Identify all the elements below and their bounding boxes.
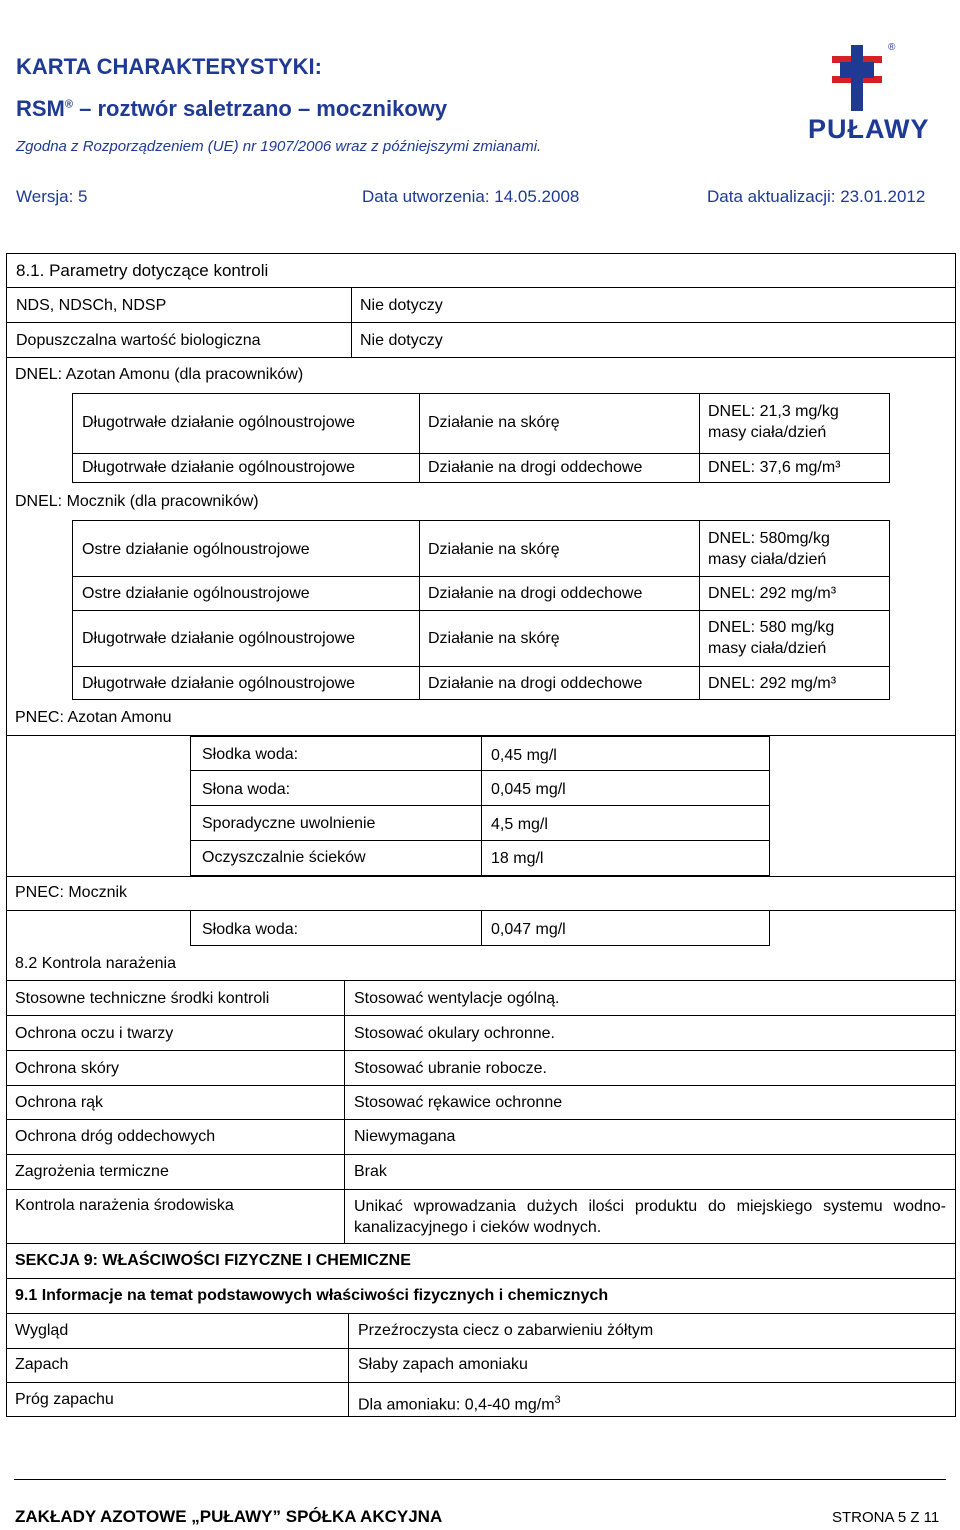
section-9-1-title: 9.1 Informacje na temat podstawowych właściwości fizycznych i chemicznych bbox=[15, 1287, 609, 1304]
dnel-value: DNEL: 580mg/kg bbox=[708, 530, 830, 547]
regulation-note: Zgodna z Rozporządzeniem (UE) nr 1907/2006 wraz z późniejszymi zmianami. bbox=[16, 138, 542, 155]
dnel-effect: Długotrwałe działanie ogólnoustrojowe bbox=[82, 459, 356, 476]
pnec-azotan-title: PNEC: Azotan Amonu bbox=[15, 709, 172, 726]
logo-registered-mark: ® bbox=[888, 42, 896, 53]
pnec-value: 0,045 mg/l bbox=[491, 781, 566, 798]
product-suffix: – roztwór saletrzano – mocznikowy bbox=[79, 96, 448, 121]
dnel-value: DNEL: 580 mg/kg bbox=[708, 619, 835, 636]
property-value: Przeźroczysta ciecz o zabarwieniu żółtym bbox=[358, 1322, 654, 1339]
dnel-effect: Długotrwałe działanie ogólnoustrojowe bbox=[82, 675, 356, 692]
row-label: Dopuszczalna wartość biologiczna bbox=[16, 332, 261, 349]
dnel-azotan-title: DNEL: Azotan Amonu (dla pracowników) bbox=[15, 366, 304, 383]
dnel-mocznik-title: DNEL: Mocznik (dla pracowników) bbox=[15, 493, 259, 510]
property-label: Zapach bbox=[15, 1356, 69, 1373]
dnel-effect: Ostre działanie ogólnoustrojowe bbox=[82, 541, 310, 558]
product-name bbox=[16, 96, 447, 122]
pnec-value: 4,5 mg/l bbox=[491, 816, 548, 833]
dnel-route: Działanie na skórę bbox=[428, 541, 560, 558]
pnec-label: Słona woda: bbox=[202, 781, 291, 798]
pulawy-logo bbox=[800, 40, 940, 152]
control-value: Unikać wprowadzania dużych ilości produktu do miejskiego systemu wodno-kanalizacyjnego i cieków wodnych. bbox=[354, 1198, 946, 1236]
control-value: Niewymagana bbox=[354, 1128, 456, 1145]
dnel-unit: masy ciała/dzień bbox=[708, 551, 827, 568]
dnel-value: DNEL: 37,6 mg/m³ bbox=[708, 459, 841, 476]
pnec-label: Słodka woda: bbox=[202, 746, 299, 763]
logo-text: PUŁAWY bbox=[808, 114, 930, 144]
pnec-azotan-table bbox=[190, 736, 770, 876]
pnec-label: Słodka woda: bbox=[202, 921, 299, 938]
dnel-value: DNEL: 292 mg/m³ bbox=[708, 585, 837, 602]
dnel-unit: masy ciała/dzień bbox=[708, 640, 827, 657]
document-title: KARTA CHARAKTERYSTYKI: bbox=[16, 54, 322, 79]
row-label: NDS, NDSCh, NDSP bbox=[16, 297, 167, 314]
dnel-effect: Długotrwałe działanie ogólnoustrojowe bbox=[82, 414, 356, 431]
pnec-value: 18 mg/l bbox=[491, 850, 544, 867]
created-date: Data utworzenia: 14.05.2008 bbox=[362, 187, 580, 206]
section-8-1-title: 8.1. Parametry dotyczące kontroli bbox=[16, 261, 269, 280]
control-value: Stosować rękawice ochronne bbox=[354, 1094, 563, 1111]
pnec-mocznik-title: PNEC: Mocznik bbox=[15, 884, 128, 901]
control-value: Stosować ubranie robocze. bbox=[354, 1060, 547, 1077]
dnel-route: Działanie na drogi oddechowe bbox=[428, 459, 643, 476]
control-label: Ochrona oczu i twarzy bbox=[15, 1025, 174, 1042]
odor-threshold-value: Dla amoniaku: 0,4-40 mg/m bbox=[358, 1396, 555, 1414]
superscript: 3 bbox=[554, 1394, 561, 1406]
control-value: Brak bbox=[354, 1163, 387, 1180]
table-row bbox=[6, 287, 956, 323]
dnel-effect: Długotrwałe działanie ogólnoustrojowe bbox=[82, 630, 356, 647]
dnel-unit: masy ciała/dzień bbox=[708, 424, 827, 441]
section-9-title: SEKCJA 9: WŁAŚCIWOŚCI FIZYCZNE I CHEMICZNE bbox=[15, 1252, 411, 1269]
property-value: Słaby zapach amoniaku bbox=[358, 1356, 528, 1373]
section-8-1-header-row bbox=[6, 253, 956, 288]
dnel-value: DNEL: 292 mg/m³ bbox=[708, 675, 837, 692]
dnel-route: Działanie na skórę bbox=[428, 630, 560, 647]
divider bbox=[351, 323, 352, 357]
control-label: Ochrona dróg oddechowych bbox=[15, 1128, 216, 1145]
footer-page-number: STRONA 5 Z 11 bbox=[832, 1509, 940, 1526]
property-label: Wygląd bbox=[15, 1322, 69, 1339]
section-8-2-title: 8.2 Kontrola narażenia bbox=[15, 955, 176, 972]
pnec-value: 0,45 mg/l bbox=[491, 747, 557, 764]
table-row bbox=[6, 322, 956, 358]
dnel-route: Działanie na drogi oddechowe bbox=[428, 585, 643, 602]
control-label: Stosowne techniczne środki kontroli bbox=[15, 990, 270, 1007]
control-label: Ochrona rąk bbox=[15, 1094, 104, 1111]
pnec-value: 0,047 mg/l bbox=[491, 921, 566, 938]
control-label: Kontrola narażenia środowiska bbox=[15, 1197, 234, 1214]
row-value: Nie dotyczy bbox=[360, 297, 443, 314]
property-value bbox=[358, 1390, 561, 1415]
dnel-effect: Ostre działanie ogólnoustrojowe bbox=[82, 585, 310, 602]
dnel-value: DNEL: 21,3 mg/kg bbox=[708, 403, 839, 420]
dnel-route: Działanie na skórę bbox=[428, 414, 560, 431]
control-label: Ochrona skóry bbox=[15, 1060, 120, 1077]
control-value: Stosować wentylacje ogólną. bbox=[354, 990, 560, 1007]
pnec-label: Oczyszczalnie ścieków bbox=[202, 849, 366, 866]
dnel-mocznik-table bbox=[72, 520, 890, 700]
control-value: Stosować okulary ochronne. bbox=[354, 1025, 555, 1042]
property-label: Próg zapachu bbox=[15, 1391, 114, 1408]
control-label: Zagrożenia termiczne bbox=[15, 1163, 169, 1180]
footer-divider bbox=[14, 1479, 946, 1480]
dnel-route: Działanie na drogi oddechowe bbox=[428, 675, 643, 692]
pnec-label: Sporadyczne uwolnienie bbox=[202, 815, 376, 832]
registered-mark: ® bbox=[64, 98, 73, 111]
pnec-mocznik-table bbox=[190, 910, 770, 946]
section-8-1-body bbox=[6, 357, 956, 1397]
updated-date: Data aktualizacji: 23.01.2012 bbox=[707, 187, 926, 206]
divider bbox=[351, 288, 352, 322]
version: Wersja: 5 bbox=[16, 187, 88, 206]
row-value: Nie dotyczy bbox=[360, 332, 443, 349]
product-prefix: RSM bbox=[16, 96, 65, 121]
dnel-azotan-table bbox=[72, 393, 890, 483]
footer-company: ZAKŁADY AZOTOWE „PUŁAWY” SPÓŁKA AKCYJNA bbox=[15, 1507, 443, 1526]
